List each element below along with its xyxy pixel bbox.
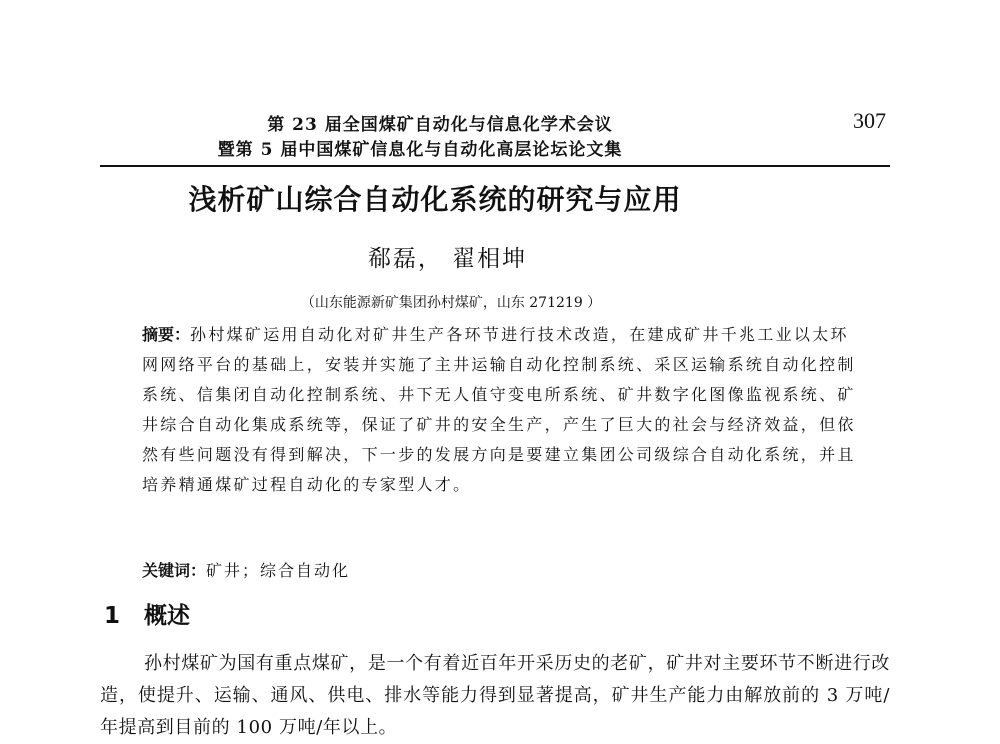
body-paragraph: 孙村煤矿为国有重点煤矿，是一个有着近百年开采历史的老矿，矿井对主要环节不断进行改造，使提升、运输、通风、供电、排水等能力得到显著提高，矿井生产能力由解放前的 3 万吨/年提高到目前的 100 万吨/年以上。	[100, 653, 890, 738]
keywords-block	[142, 556, 858, 586]
abstract-block	[142, 320, 858, 500]
section-number: 1	[104, 603, 121, 629]
abstract-text: 孙村煤矿运用自动化对矿井生产各环节进行技术改造，在建成矿井千兆工业以太环网网络平台的基础上，安装并实施了主井运输自动化控制系统、采区运输系统自动化控制系统、信集闭自动化控制系统、井下无人值守变电所系统、矿井数字化图像监视系统、矿井综合自动化集成系统等，保证了矿井的安全生产，产生了巨大的社会与经济效益，但依然有些问题没有得到解决，下一步的发展方向是要建立集团公司级综合自动化系统，并且培养精通煤矿过程自动化的专家型人才。	[142, 325, 856, 494]
keywords-text: 矿井；综合自动化	[206, 561, 351, 580]
paper-authors: 郗磊， 翟相坤	[367, 246, 528, 272]
paper-title: 浅析矿山综合自动化系统的研究与应用	[188, 183, 682, 216]
section-heading	[104, 597, 190, 630]
conference-title-line-2: 暨第 5 届中国煤矿信息化与自动化高层论坛论文集	[217, 140, 623, 160]
header-divider-rule	[100, 165, 890, 167]
conference-title-line-1: 第 23 届全国煤矿自动化与信息化学术会议	[267, 115, 613, 135]
page-number: 307	[853, 108, 886, 133]
author-affiliation: （山东能源新矿集团孙村煤矿，山东 271219 ）	[300, 295, 602, 311]
keywords-label: 关键词：	[142, 561, 207, 580]
running-header	[100, 108, 890, 164]
abstract-label: 摘要：	[142, 325, 191, 344]
section-title: 概述	[144, 603, 190, 629]
